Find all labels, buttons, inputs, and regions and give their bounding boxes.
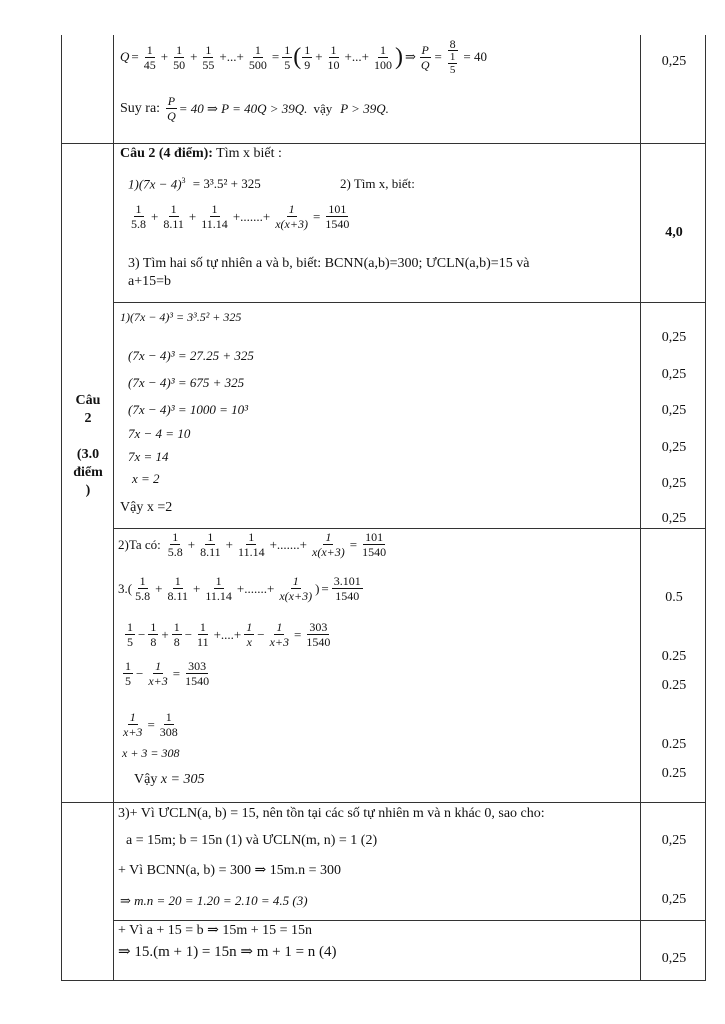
sol1-line: (7x − 4)³ = 27.25 + 325 <box>128 348 254 363</box>
cau2-part2-label: 2) Tìm x, biết: <box>340 176 415 191</box>
q-formula: Q = $\frac{1}{45}$ + $\frac{1}{50}$ + $\frac{1}{55}$ +...+ $\frac{1}{500}$ = $\frac{1}{5}$ ( $\frac{1}{9}$ + $\frac{1}{10}$ +...+ $\frac{1}{100}$ ) ⇒ $\frac{P}{Q}$ = $\frac{8}{\frac{1}{5}}$ = 40 <box>120 37 487 76</box>
table-col-divider-2 <box>640 35 641 981</box>
table-border-right <box>705 35 706 981</box>
score-sol1: 0,25 <box>661 440 687 455</box>
sol1-line: x = 2 <box>132 471 160 486</box>
sol1-line: 7x = 14 <box>128 449 169 464</box>
score-sol1: 0,25 <box>661 330 687 345</box>
cau2-part3-line2: a+15=b <box>128 274 172 289</box>
sol2-line1: 2)Ta có: $\frac{1}{5.8}$ + $\frac{1}{8.11}$ + $\frac{1}{11.14}$ +.......+ $\frac{1}{x(x+3)}$ = $\frac{101}{1540}$ <box>118 530 387 559</box>
table-col-divider-1 <box>113 35 114 981</box>
sol3b-line2: ⇒ 15.(m + 1) = 15n ⇒ m + 1 = n (4) <box>118 944 337 960</box>
sol2-line2: 3.( $\frac{1}{5.8}$ + $\frac{1}{8.11}$ + $\frac{1}{11.14}$ +.......+ $\frac{1}{x(x+3)}$ ) = $\frac{3.101}{1540}$ <box>118 574 361 603</box>
score-sol2: 0.25 <box>661 649 687 664</box>
sol3a-line3: + Vì BCNN(a, b) = 300 ⇒ 15m.n = 300 <box>118 863 341 878</box>
suy-ra-line: Suy ra: $\frac{P}{Q}$ = 40 ⇒ P = 40Q > 39Q. vậy P > 39Q. <box>120 94 389 123</box>
score-sol2: 0.25 <box>661 766 687 781</box>
table-row-line <box>113 528 706 529</box>
sol2-line6: x + 3 = 308 <box>122 746 180 760</box>
table-border-left <box>61 35 62 981</box>
sol1-line: (7x − 4)³ = 1000 = 10³ <box>128 402 249 417</box>
sol1-line: 7x − 4 = 10 <box>128 426 191 441</box>
cau2-part2-series: $\frac{1}{5.8}$ + $\frac{1}{8.11}$ + $\frac{1}{11.14}$ +.......+ $\frac{1}{x(x+3)}$ = $\frac{101}{1540}$ <box>131 202 350 231</box>
score-sol1: 0,25 <box>661 476 687 491</box>
table-border-bottom <box>61 980 706 981</box>
table-row-line <box>113 920 706 921</box>
sol3a-line1: 3)+ Vì ƯCLN(a, b) = 15, nên tồn tại các số tự nhiên m và n khác 0, sao cho: <box>118 806 545 821</box>
score-cau2-total: 4,0 <box>665 225 683 240</box>
cau2-label: Câu 2 (3.0 điểm ) <box>73 393 103 498</box>
sol1-line: 1)(7x − 4)³ = 3³.5² + 325 <box>120 310 242 324</box>
score-sol3a: 0,25 <box>661 833 687 848</box>
table-row-line <box>61 143 706 144</box>
score-sol1: 0,25 <box>661 403 687 418</box>
sol2-line4: $\frac{1}{5}$ − $\frac{1}{x+3}$ = $\frac{303}{1540}$ <box>125 659 210 688</box>
score-sol3a: 0,25 <box>661 892 687 907</box>
score-sol3b: 0,25 <box>661 951 687 966</box>
sol2-conclusion: Vậy x = 305 <box>134 772 205 787</box>
score-sol1: 0,25 <box>661 367 687 382</box>
sol3a-line4: ⇒ m.n = 20 = 1.20 = 2.10 = 4.5 (3) <box>120 893 308 908</box>
sol2-line5: $\frac{1}{x+3}$ = $\frac{1}{308}$ <box>123 710 178 739</box>
score-sol2: 0.25 <box>661 737 687 752</box>
table-row-line <box>113 302 706 303</box>
score-row0: 0,25 <box>661 54 687 69</box>
score-sol1: 0,25 <box>661 511 687 526</box>
table-row-line <box>61 802 706 803</box>
score-sol2: 0.25 <box>661 678 687 693</box>
sol1-line: (7x − 4)³ = 675 + 325 <box>128 375 245 390</box>
cau2-title: Câu 2 (4 điểm): Tìm x biết : <box>120 146 282 161</box>
sol1-conclusion: Vậy x =2 <box>120 500 173 515</box>
sol3a-line2: a = 15m; b = 15n (1) và ƯCLN(m, n) = 1 (2) <box>126 833 378 848</box>
cau2-part1: $1)(7x - 4)^3 = 3^3.5^2 + 325$ <box>128 176 261 192</box>
sol2-line3: $\frac{1}{5}$ − $\frac{1}{8}$ + $\frac{1}{8}$ − $\frac{1}{11}$ +....+ $\frac{1}{x}$ − $\frac{1}{x+3}$ = $\frac{303}{1540}$ <box>127 620 331 649</box>
sol3b-line1: + Vì a + 15 = b ⇒ 15m + 15 = 15n <box>118 923 313 938</box>
cau2-part3-line1: 3) Tìm hai số tự nhiên a và b, biết: BCNN(a,b)=300; ƯCLN(a,b)=15 và <box>128 256 530 271</box>
score-sol2: 0.5 <box>665 590 683 605</box>
